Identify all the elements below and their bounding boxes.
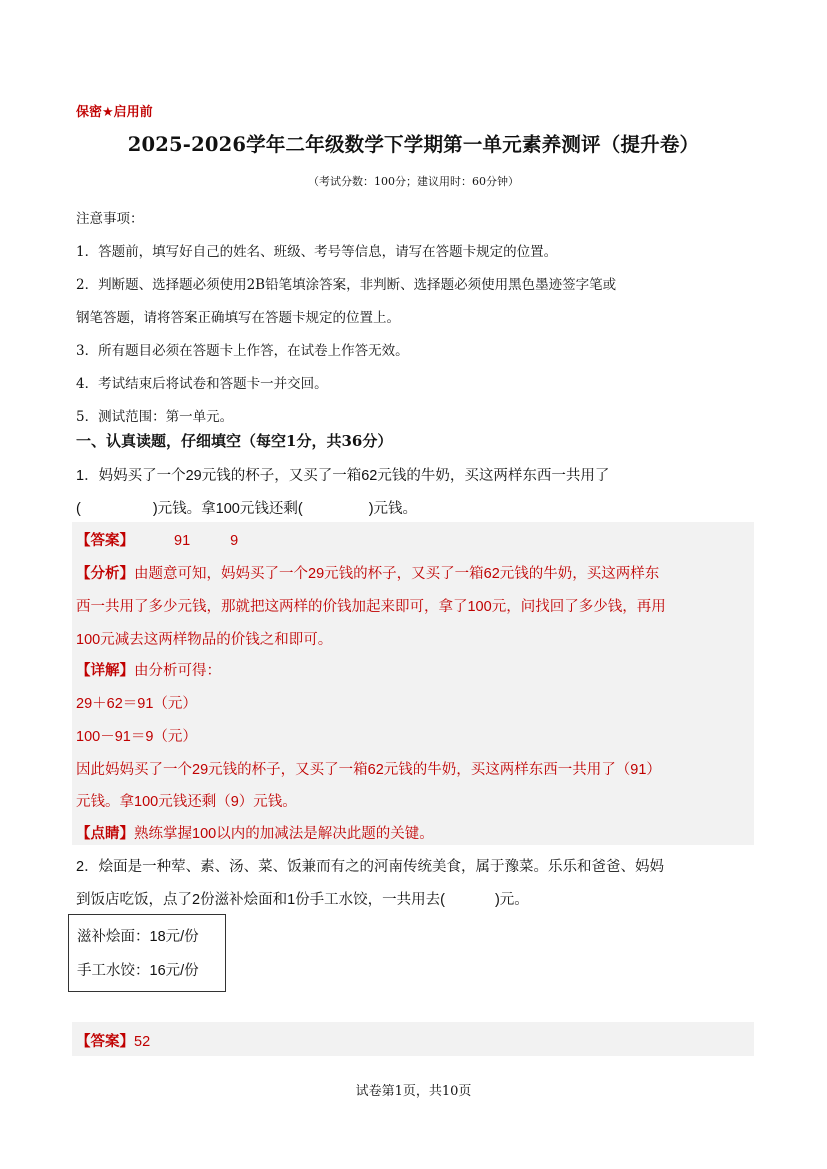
note-item: 1．答题前，填写好自己的姓名、班级、考号等信息，请写在答题卡规定的位置。 [76, 244, 558, 260]
q1-detail-line [76, 659, 221, 680]
q1-line-2-mid: )元钱。拿100元钱还剩( [152, 501, 303, 517]
question-1-line-2 [76, 497, 417, 518]
q1-line-2-end: )元钱。 [368, 501, 418, 517]
exam-subtitle: （考试分数：100分；建议用时：60分钟） [308, 175, 519, 188]
q1-comment-line [76, 822, 434, 843]
q1-conclusion-1: 因此妈妈买了一个29元钱的杯子，又买了一箱62元钱的牛奶，买这两样东西一共用了（91） [76, 762, 661, 778]
q1-calc-2: 100－91＝9（元） [76, 729, 197, 745]
note-item: 3．所有题目必须在答题卡上作答，在试卷上作答无效。 [76, 343, 409, 359]
note-item: 5．测试范围：第一单元。 [76, 409, 234, 425]
q2-answer-line [76, 1030, 150, 1051]
q1-calc-1: 29＋62＝91（元） [76, 696, 197, 712]
analysis-tag: 【分析】 [76, 566, 134, 582]
question-2-line-2 [76, 888, 529, 909]
price-item-noodles: 滋补烩面：18元/份 [77, 929, 199, 945]
comment-tag: 【点睛】 [76, 826, 134, 842]
answer-tag: 【答案】 [76, 1034, 134, 1050]
q1-comment-text: 熟练掌握100以内的加减法是解决此题的关键。 [134, 826, 434, 842]
note-item: 4．考试结束后将试卷和答题卡一并交回。 [76, 376, 328, 392]
exam-title: 2025-2026学年二年级数学下学期第一单元素养测评（提升卷） [127, 133, 700, 156]
q1-blank-open: ( [76, 501, 81, 517]
q2-answer-background [72, 1022, 754, 1056]
page-footer: 试卷第1页，共10页 [355, 1084, 472, 1099]
q1-answer-value-1: 91 [174, 533, 191, 549]
q2-answer-value: 52 [134, 1034, 151, 1050]
question-2-line-1: 2．烩面是一种荤、素、汤、菜、饭兼而有之的河南传统美食，属于豫菜。乐乐和爸爸、妈妈 [76, 859, 665, 875]
confidential-label: 保密★启用前 [76, 104, 153, 119]
q1-analysis-text: 由题意可知，妈妈买了一个29元钱的杯子，又买了一箱62元钱的牛奶，买这两样东 [134, 566, 660, 582]
q1-answer-value-2: 9 [230, 533, 239, 549]
q1-analysis-line-1 [76, 562, 659, 583]
q2-line-2-end: )元。 [494, 892, 529, 908]
section-heading: 一、认真读题，仔细填空（每空1分，共36分） [76, 432, 393, 450]
q1-analysis-line-3: 100元减去这两样物品的价钱之和即可。 [76, 632, 333, 648]
detail-tag: 【详解】 [76, 663, 134, 679]
q1-answer-line [76, 529, 238, 550]
notes-heading: 注意事项： [76, 211, 144, 227]
q1-conclusion-2: 元钱。拿100元钱还剩（9）元钱。 [76, 794, 297, 810]
price-item-dumplings: 手工水饺：16元/份 [77, 963, 199, 979]
price-list-box [68, 914, 226, 992]
note-item: 2．判断题、选择题必须使用2B铅笔填涂答案，非判断、选择题必须使用黑色墨迹签字笔或 [76, 277, 617, 293]
q1-analysis-line-2: 西一共用了多少元钱，那就把这两样的价钱加起来即可，拿了100元，问找回了多少钱，再用 [76, 599, 666, 615]
q1-detail-text: 由分析可得： [134, 663, 221, 679]
q2-line-2-text: 到饭店吃饭，点了2份滋补烩面和1份手工水饺，一共用去( [76, 892, 445, 908]
note-item: 钢笔答题，请将答案正确填写在答题卡规定的位置上。 [76, 310, 400, 326]
question-1-line-1: 1．妈妈买了一个29元钱的杯子，又买了一箱62元钱的牛奶，买这两样东西一共用了 [76, 468, 610, 484]
answer-tag: 【答案】 [76, 533, 134, 549]
